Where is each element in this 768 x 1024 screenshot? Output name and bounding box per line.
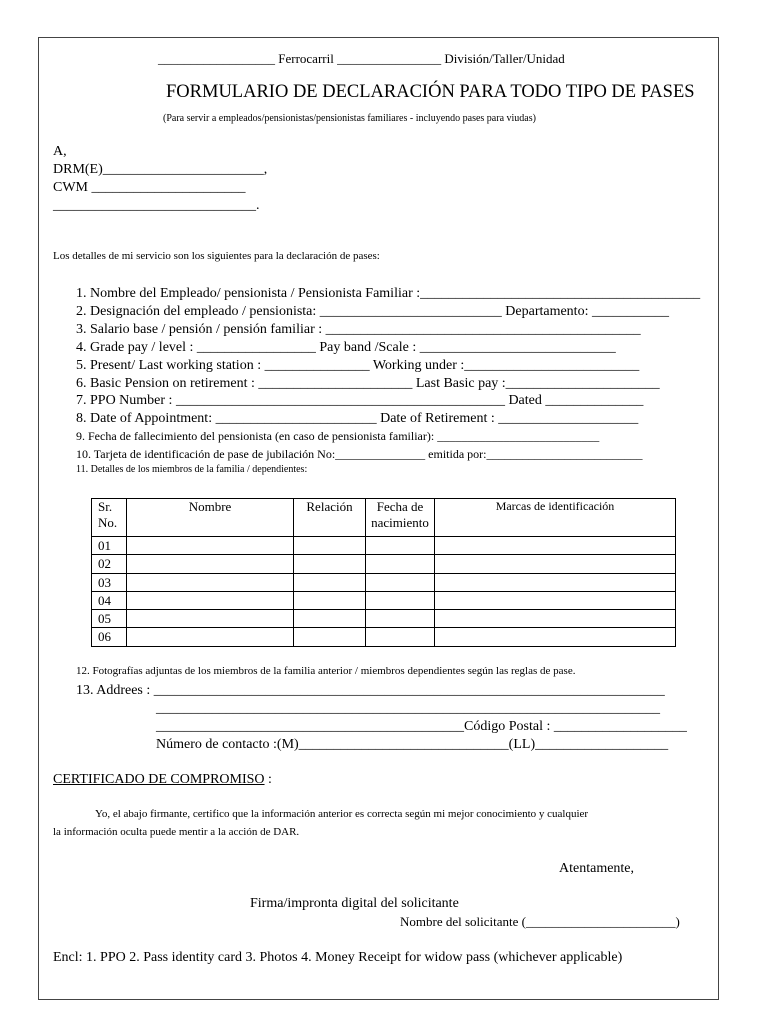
row-number: 06	[92, 628, 127, 646]
item-photographs: 12. Fotografías adjuntas de los miembros de la familia anterior / miembros dependientes según las reglas de pase.	[76, 665, 576, 677]
applicant-name-line[interactable]: Nombre del solicitante (_______________________)	[400, 914, 680, 929]
postal-code-line[interactable]: ____________________________________________Código Postal : ___________________	[156, 719, 687, 734]
col-id-marks: Marcas de identificación	[435, 499, 676, 537]
address-line-2[interactable]: ________________________________________________________________________	[156, 701, 660, 716]
table-header-row	[92, 499, 676, 537]
cell-name[interactable]	[127, 537, 294, 555]
railway-division-line[interactable]: __________________ Ferrocarril ________________ División/Taller/Unidad	[158, 51, 565, 66]
intro-text: Los detalles de mi servicio son los siguientes para la declaración de pases:	[53, 250, 380, 262]
item-designation[interactable]: 2. Designación del empleado / pensionista: __________________________ Departamento: ___________	[76, 304, 669, 319]
table-row	[92, 628, 676, 646]
cell-id-marks[interactable]	[435, 537, 676, 555]
family-table	[91, 498, 676, 647]
row-number: 03	[92, 573, 127, 591]
item-working-station[interactable]: 5. Present/ Last working station : _______________ Working under :_________________________	[76, 358, 640, 373]
cell-relation[interactable]	[294, 537, 366, 555]
table-row	[92, 610, 676, 628]
cell-relation[interactable]	[294, 555, 366, 573]
table-row	[92, 537, 676, 555]
certificate-heading-colon: :	[264, 772, 272, 787]
addressee-cwm[interactable]: CWM ______________________	[53, 180, 246, 195]
cell-name[interactable]	[127, 555, 294, 573]
cell-name[interactable]	[127, 573, 294, 591]
cell-birth-date[interactable]	[366, 610, 435, 628]
cell-birth-date[interactable]	[366, 537, 435, 555]
form-title: FORMULARIO DE DECLARACIÓN PARA TODO TIPO DE PASES	[166, 82, 695, 102]
item-employee-name[interactable]: 1. Nombre del Empleado/ pensionista / Pensionista Familiar :________________________________________	[76, 286, 701, 301]
cell-birth-date[interactable]	[366, 628, 435, 646]
item-death-date[interactable]: 9. Fecha de fallecimiento del pensionista (en caso de pensionista familiar): ___________________________	[76, 429, 600, 443]
cell-relation[interactable]	[294, 628, 366, 646]
cell-relation[interactable]	[294, 610, 366, 628]
row-number: 02	[92, 555, 127, 573]
addressee-extra[interactable]: _____________________________.	[53, 198, 260, 213]
cell-id-marks[interactable]	[435, 591, 676, 609]
item-salary[interactable]: 3. Salario base / pensión / pensión familiar : _____________________________________________	[76, 322, 641, 337]
certificate-heading	[53, 772, 272, 788]
cell-birth-date[interactable]	[366, 591, 435, 609]
col-sr-no: Sr. No.	[92, 499, 127, 537]
signature-label: Firma/impronta digital del solicitante	[250, 896, 459, 911]
item-grade-pay[interactable]: 4. Grade pay / level : _________________ Pay band /Scale : ____________________________	[76, 340, 616, 355]
table-row	[92, 555, 676, 573]
certificate-para-1: Yo, el abajo firmante, certifico que la información anterior es correcta según mi mejor conocimiento y cualquier	[95, 808, 589, 820]
cell-birth-date[interactable]	[366, 573, 435, 591]
col-birth-date: Fecha de nacimiento	[366, 499, 435, 537]
certificate-heading-text: CERTIFICADO DE COMPROMISO	[53, 772, 265, 787]
item-pass-card[interactable]: 10. Tarjeta de identificación de pase de jubilación No:_______________ emitida por:__________________________	[76, 447, 643, 461]
row-number: 01	[92, 537, 127, 555]
table-row	[92, 573, 676, 591]
row-number: 05	[92, 610, 127, 628]
regards-text: Atentamente,	[559, 861, 635, 876]
certificate-para-2: la información oculta puede mentir a la acción de DAR.	[53, 826, 300, 838]
item-ppo-number[interactable]: 7. PPO Number : _______________________________________________ Dated ______________	[76, 393, 644, 408]
addressee-to: A,	[53, 144, 67, 159]
row-number: 04	[92, 591, 127, 609]
item-family-details: 11. Detalles de los miembros de la familia / dependientes:	[76, 464, 308, 475]
cell-name[interactable]	[127, 610, 294, 628]
col-name: Nombre	[127, 499, 294, 537]
cell-id-marks[interactable]	[435, 573, 676, 591]
form-subtitle: (Para servir a empleados/pensionistas/pensionistas familiares - incluyendo pases para viudas)	[163, 113, 536, 124]
cell-relation[interactable]	[294, 573, 366, 591]
item-appointment-date[interactable]: 8. Date of Appointment: _______________________ Date of Retirement : ____________________	[76, 411, 639, 426]
item-basic-pension[interactable]: 6. Basic Pension on retirement : ______________________ Last Basic pay :______________________	[76, 376, 660, 391]
cell-name[interactable]	[127, 591, 294, 609]
cell-id-marks[interactable]	[435, 555, 676, 573]
cell-id-marks[interactable]	[435, 628, 676, 646]
cell-relation[interactable]	[294, 591, 366, 609]
enclosures-text: Encl: 1. PPO 2. Pass identity card 3. Photos 4. Money Receipt for widow pass (whichever applicable)	[53, 950, 623, 965]
col-relation: Relación	[294, 499, 366, 537]
contact-number-line[interactable]: Número de contacto :(M)______________________________(LL)___________________	[156, 737, 669, 752]
addressee-drm[interactable]: DRM(E)_______________________,	[53, 162, 268, 177]
cell-name[interactable]	[127, 628, 294, 646]
cell-birth-date[interactable]	[366, 555, 435, 573]
cell-id-marks[interactable]	[435, 610, 676, 628]
table-row	[92, 591, 676, 609]
address-line-1[interactable]: 13. Addrees : _________________________________________________________________________	[76, 683, 665, 698]
